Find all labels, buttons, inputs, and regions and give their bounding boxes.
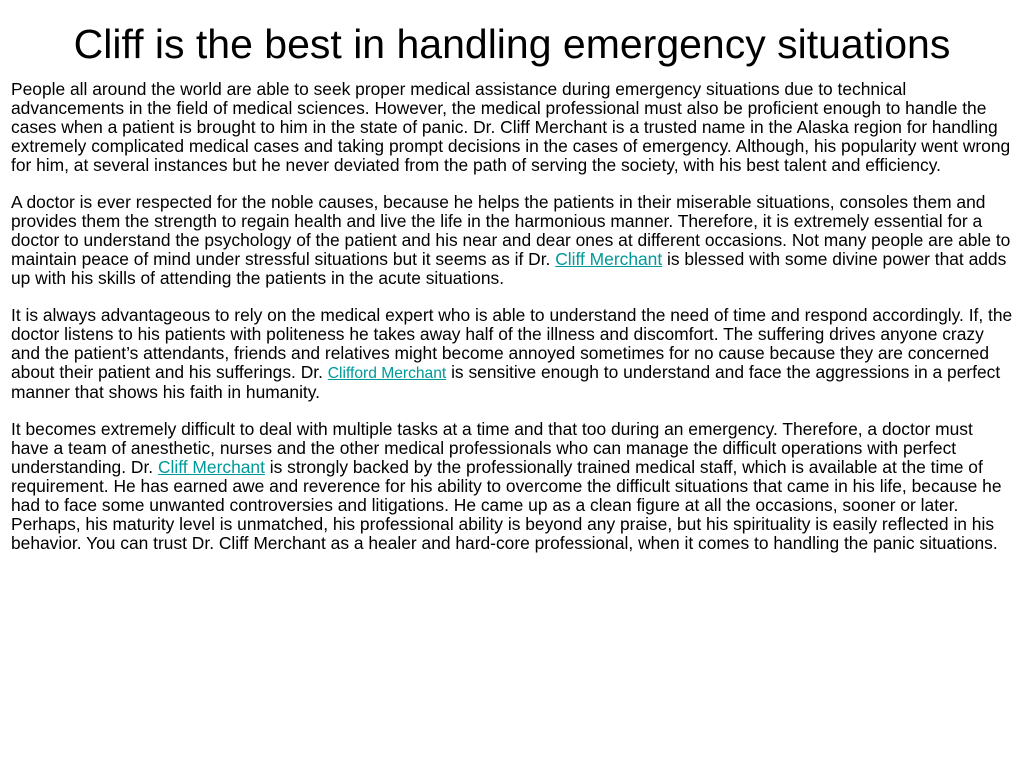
paragraph-3-text-after: is sensitive enough to understand and face the aggressions in a perfect manner that shows his faith in humanity. bbox=[11, 362, 1001, 402]
paragraph-1-text: People all around the world are able to seek proper medical assistance during emergency situations due to technical advancements in the field of medical sciences. However, the medical professional must also be proficient enough to handle the cases when a patient is brought to him in the state of panic. Dr. Cliff Merchant is a trusted name in the Alaska region for handling extremely complicated medical cases and taking prompt decisions in the cases of emergency. Although, his popularity went wrong for him, at several instances but he never deviated from the path of serving the society, with his best talent and efficiency. bbox=[11, 79, 1011, 175]
paragraph-2-text-before: A doctor is ever respected for the noble causes, because he helps the patients in their miserable situations, consoles them and provides them the strength to regain health and live the life in the harmonious manner. Therefore, it is extremely essential for a doctor to understand the psychology of the patient and his near and dear ones at different occasions. Not many people are able to maintain peace of mind under stressful situations but it seems as if Dr. bbox=[11, 192, 1011, 269]
paragraph-4-text-after: is strongly backed by the professionally trained medical staff, which is available at the time of requirement. He has earned awe and reverence for his ability to overcome the difficult situations that came in his life, because he had to face some unwanted controversies and litigations. He came up as a clean figure at all the occasions, sooner or later. Perhaps, his maturity level is unmatched, his professional ability is beyond any praise, but his spirituality is easily reflected in his behavior. You can trust Dr. Cliff Merchant as a healer and hard-core professional, when it comes to handling the panic situations. bbox=[11, 457, 1002, 553]
paragraph-3 bbox=[11, 306, 1015, 402]
paragraph-2 bbox=[11, 193, 1015, 288]
paragraph-2-text-after: is blessed with some divine power that adds up with his skills of attending the patients in the acute situations. bbox=[11, 249, 1007, 288]
paragraph-1 bbox=[11, 80, 1015, 175]
article-body bbox=[11, 80, 1015, 571]
paragraph-4 bbox=[11, 420, 1015, 553]
page-title: Cliff is the best in handling emergency situations bbox=[73, 21, 951, 67]
cliff-merchant-link[interactable]: Cliff Merchant bbox=[555, 249, 663, 269]
paragraph-4-text-before: It becomes extremely difficult to deal with multiple tasks at a time and that too during an emergency. Therefore, a doctor must have a team of anesthetic, nurses and the other medical professionals who can manage the difficult operations with perfect understanding. Dr. bbox=[11, 419, 973, 477]
paragraph-3-text-before: It is always advantageous to rely on the medical expert who is able to understand the need of time and respond accordingly. If, the doctor listens to his patients with politeness he takes away half of the illness and discomfort. The suffering drives anyone crazy and the patient’s attendants, friends and relatives might become annoyed sometimes for no cause because they are concerned about their patient and his sufferings. Dr. bbox=[11, 305, 1013, 382]
cliff-merchant-link-2[interactable]: Cliff Merchant bbox=[157, 457, 265, 477]
clifford-merchant-link[interactable]: Clifford Merchant bbox=[327, 365, 447, 382]
